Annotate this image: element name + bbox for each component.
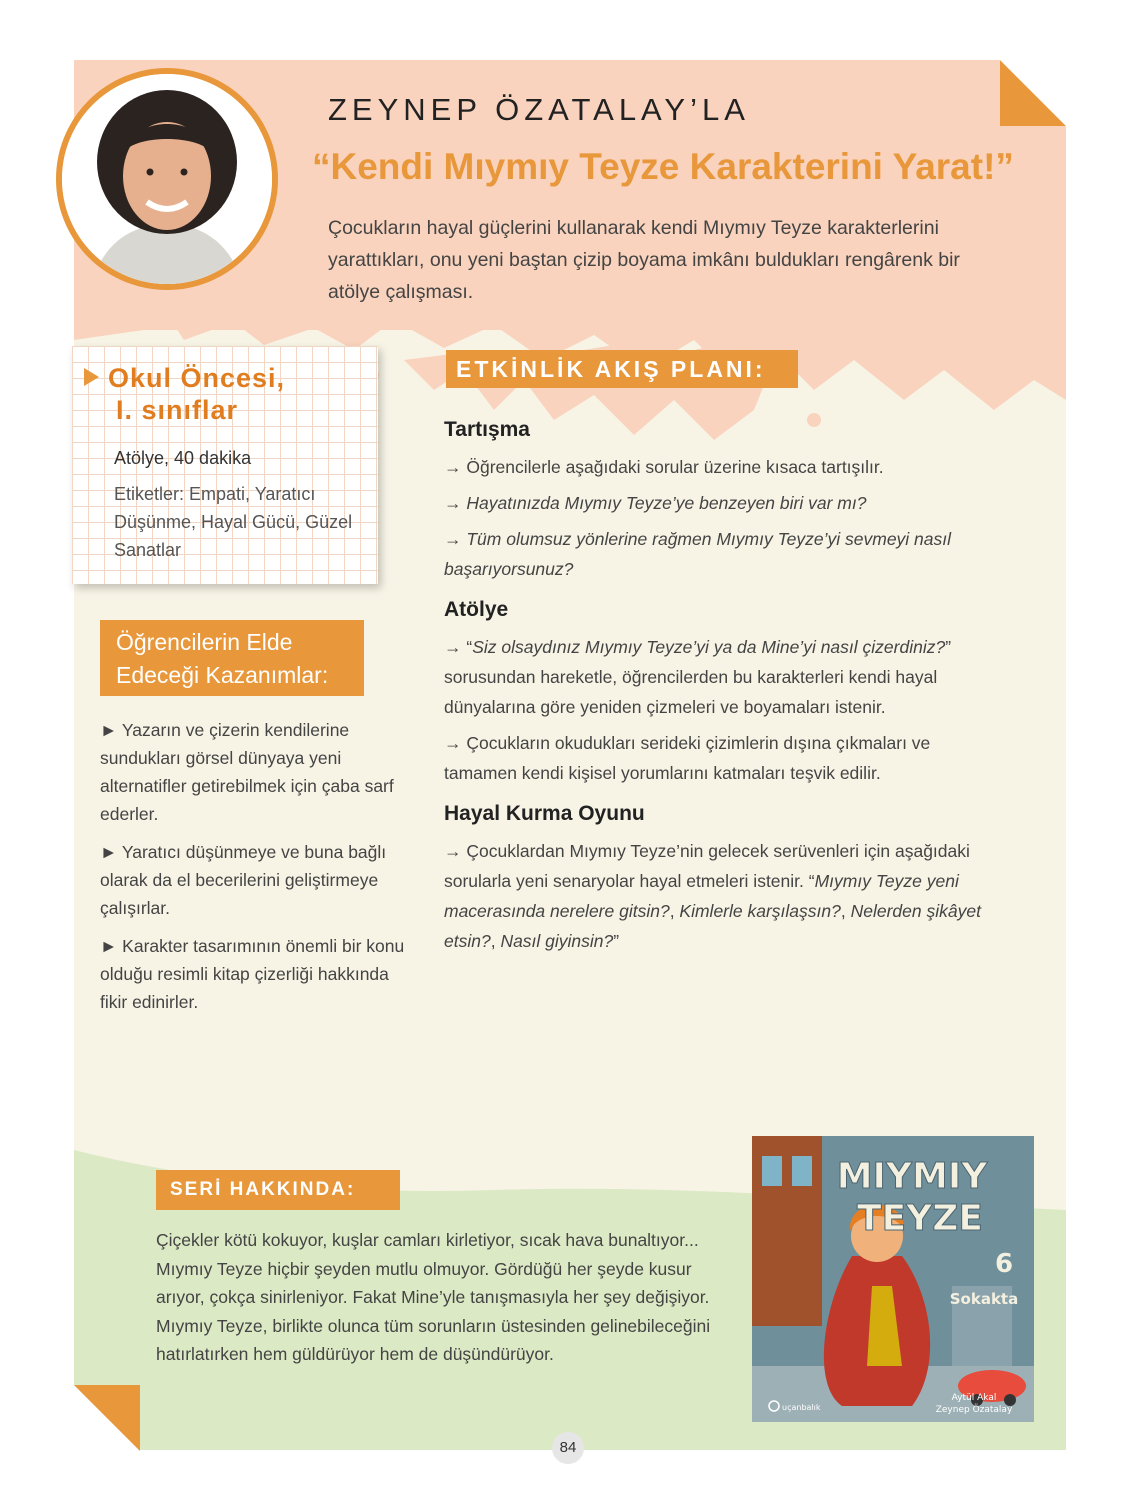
- cover-number: 6: [994, 1249, 1014, 1279]
- page-number: 84: [552, 1432, 584, 1464]
- cover-publisher: uçanbalık: [782, 1403, 821, 1412]
- flow-plan-heading: ETKİNLİK AKIŞ PLANI:: [446, 350, 798, 388]
- workshop-question: Siz olsaydınız Mıymıy Teyze’yi ya da Mine’yi nasıl çizerdiniz?: [472, 637, 946, 657]
- gains-list: [100, 716, 416, 1026]
- cover-illustrator: Zeynep Özatalay: [935, 1405, 1013, 1415]
- portrait-illustration: [62, 74, 272, 284]
- workshop-heading: Atölye: [444, 598, 509, 621]
- author-portrait: [56, 68, 278, 290]
- dream-question: Nasıl giyinsin?: [500, 931, 614, 951]
- workshop-step: [444, 632, 1004, 722]
- author-line: ZEYNEP ÖZATALAY’LA: [328, 92, 750, 127]
- cover-title-line1: MIYMIY: [836, 1156, 988, 1197]
- cover-author: Aytül Akal: [951, 1393, 997, 1403]
- gains-heading-line2: Edeceği Kazanımlar:: [116, 662, 329, 688]
- workshop-step-rest: ” sorusundan hareketle, öğrencilerden bu karakterleri kendi hayal dünyalarına göre yeniden çizmeleri ve boyamaları istenir.: [444, 637, 952, 717]
- play-arrow-icon: [84, 368, 99, 386]
- gain-item: ► Yaratıcı düşünmeye ve buna bağlı olarak da el becerilerini geliştirmeye çalışırlar.: [100, 842, 387, 918]
- gains-heading-line1: Öğrencilerin Elde: [116, 629, 293, 655]
- discussion-question: → Hayatınızda Mıymıy Teyze’ye benzeyen biri var mı?: [444, 493, 867, 513]
- dream-question: Kimlerle karşılaşsın?: [679, 901, 841, 921]
- workshop-step: → Çocukların okudukları serideki çizimlerin dışına çıkmaları ve tamamen kendi kişisel yorumlarını katmaları teşvik edilir.: [444, 733, 931, 783]
- dream-separator: ,: [840, 901, 851, 921]
- gain-item: ► Karakter tasarımının önemli bir konu olduğu resimli kitap çizerliği hakkında fikir edinirler.: [100, 936, 405, 1012]
- dream-end-quote: ”: [613, 931, 620, 951]
- dream-separator: ,: [669, 901, 680, 921]
- discussion-heading: Tartışma: [444, 418, 530, 441]
- gain-item: ► Yazarın ve çizerin kendilerine sundukları görsel dünyaya yeni alternatifler getirebilmek için çaba sarf ederler.: [100, 720, 394, 824]
- book-cover: [752, 1136, 1034, 1422]
- grade-level: [108, 362, 285, 426]
- info-note-card: [72, 346, 378, 584]
- discussion-step: → Öğrencilerle aşağıdaki sorular üzerine kısaca tartışılır.: [444, 457, 884, 477]
- grade-level-line1: Okul Öncesi,: [108, 363, 286, 393]
- workshop-tags: Etiketler: Empati, Yaratıcı Düşünme, Hayal Gücü, Güzel Sanatlar: [114, 484, 353, 560]
- dream-question: Mıymıy Teyze yeni macerasında nerelere gitsin?: [444, 871, 959, 921]
- intro-text: Çocukların hayal güçlerini kullanarak kendi Mıymıy Teyze karakterlerini yarattıkları, onu yeni baştan çizip boyama imkânı buldukları rengârenk bir atölye çalışması.: [328, 217, 960, 303]
- discussion-question: → Tüm olumsuz yönlerine rağmen Mıymıy Teyze’yi sevmeyi nasıl başarıyorsunuz?: [444, 529, 952, 579]
- workshop-duration: Atölye, 40 dakika: [114, 448, 252, 468]
- cover-subtitle: Sokakta: [949, 1290, 1019, 1308]
- dream-question: Nelerden şikâyet etsin?: [444, 901, 981, 951]
- page-corner-fold: [1000, 60, 1066, 126]
- workshop-title: “Kendi Mıymıy Teyze Karakterini Yarat!”: [312, 146, 1014, 187]
- dream-separator: ,: [490, 931, 501, 951]
- series-heading: SERİ HAKKINDA:: [156, 1170, 400, 1210]
- dream-game-heading: Hayal Kurma Oyunu: [444, 802, 645, 825]
- page-corner-fold-bottom: [74, 1385, 140, 1451]
- gains-heading: [100, 620, 364, 696]
- dream-step-text: → Çocuklardan Mıymıy Teyze’nin gelecek serüvenleri için aşağıdaki sorularla yeni senaryolar hayal etmeleri istenir. “: [444, 841, 970, 891]
- dream-game-step: [444, 836, 1016, 956]
- grade-level-line2: I. sınıflar: [116, 395, 239, 425]
- workshop-step-prefix: → “: [444, 637, 473, 657]
- series-description: Çiçekler kötü kokuyor, kuşlar camları kirletiyor, sıcak hava bunaltıyor... Mıymıy Teyze hiçbir şeyden mutlu olmuyor. Gördüğü her şeyde kusur arıyor, çokça sinirleniyor. Fakat Mine’yle tanışmasıyla her şey değişiyor. Mıymıy Teyze, birlikte olunca tüm sorunların üstesinden gelinebileceğini hatırlatırken hem güldürüyor hem de düşündürüyor.: [156, 1230, 711, 1364]
- cover-title-line2: TEYZE: [857, 1198, 983, 1239]
